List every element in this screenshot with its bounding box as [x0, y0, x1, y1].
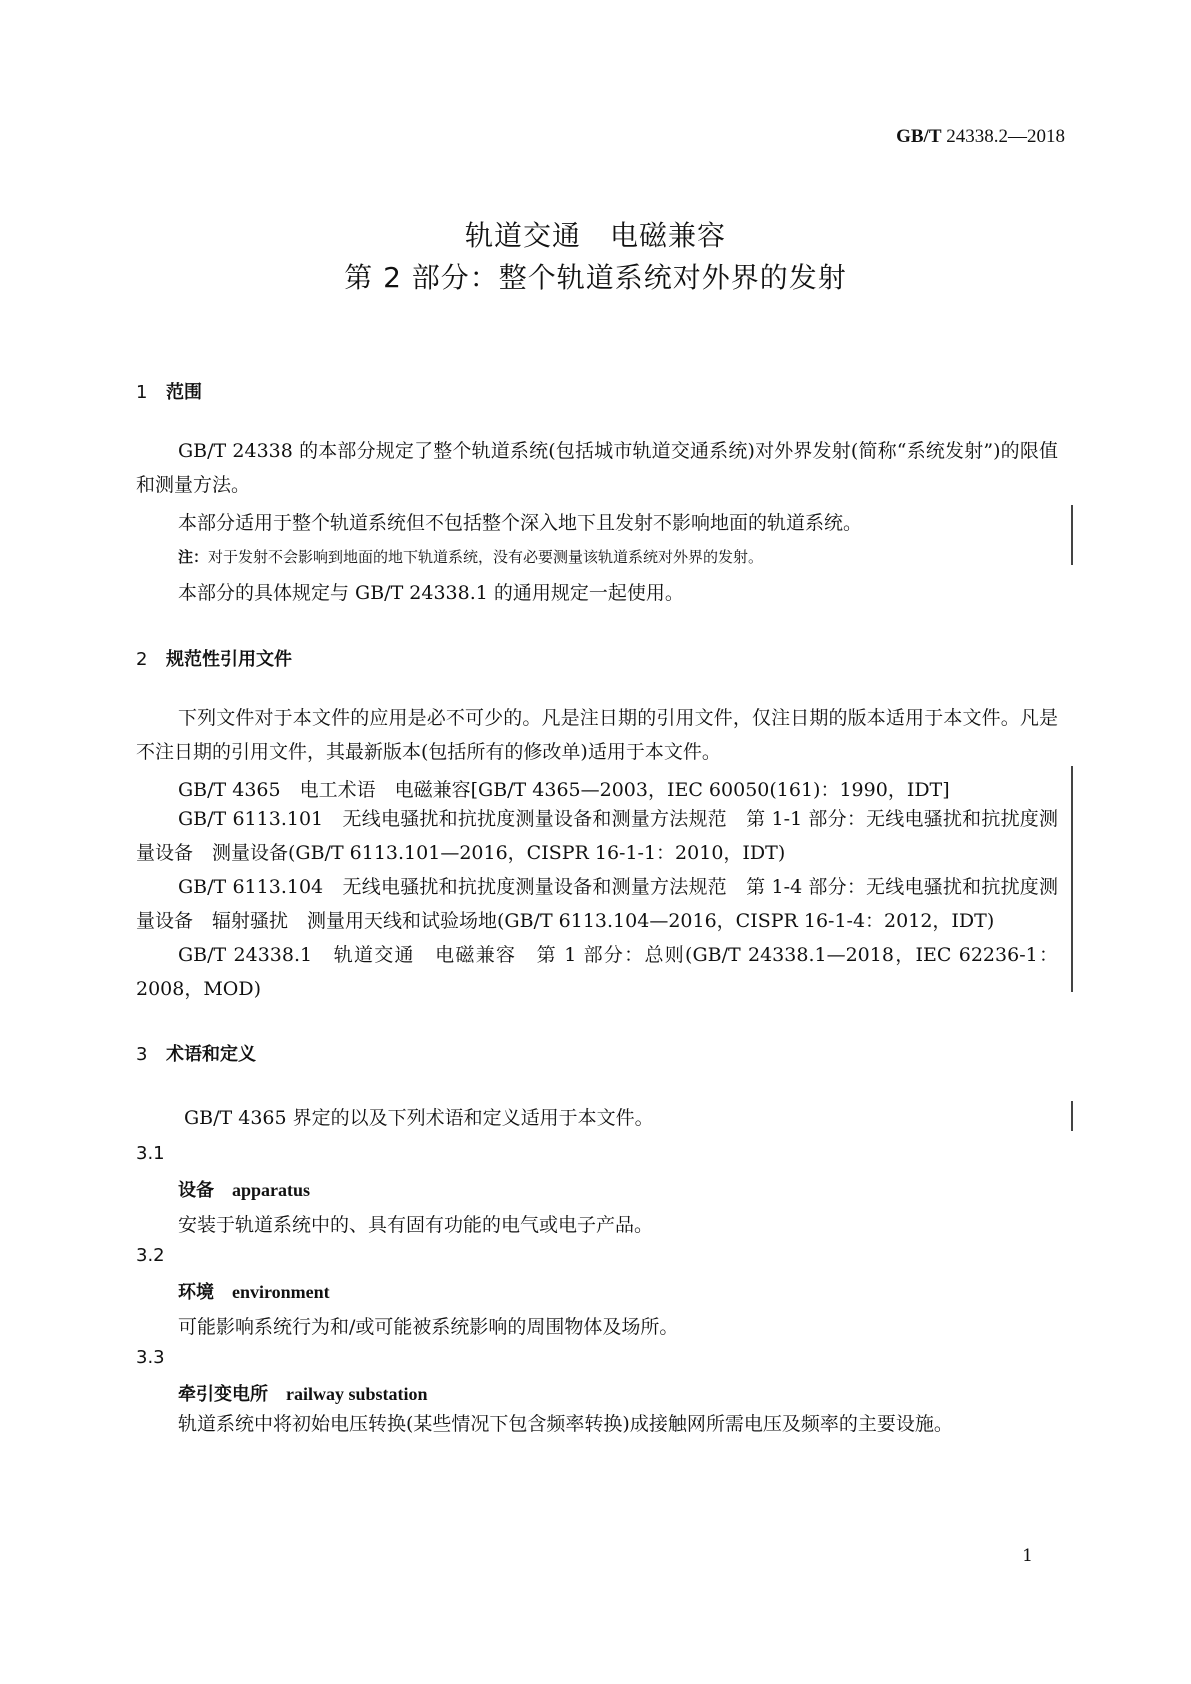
title-line-1: 轨道交通 电磁兼容 — [464, 219, 726, 252]
section-2-heading — [136, 645, 292, 671]
section-1-note — [178, 546, 763, 567]
section-3-number: 3 — [136, 1044, 148, 1065]
reference-1: GB/T 4365 电工术语 电磁兼容[GB/T 4365—2003，IEC 60050(161)：1990，IDT] — [178, 779, 950, 801]
term-chinese: 设备 — [178, 1180, 214, 1201]
term-definition: 安装于轨道系统中的、具有固有功能的电气或电子产品。 — [178, 1214, 654, 1236]
term-number: 3.1 — [136, 1143, 165, 1164]
title-line-2: 第 2 部分：整个轨道系统对外界的发射 — [344, 261, 847, 294]
term-number: 3.2 — [136, 1245, 165, 1266]
term-english: environment — [232, 1282, 330, 1302]
term-chinese: 牵引变电所 — [178, 1384, 268, 1405]
section-3-heading — [136, 1040, 256, 1066]
term-heading — [178, 1380, 428, 1406]
change-bar — [1071, 1101, 1073, 1131]
section-2-number: 2 — [136, 649, 148, 670]
term-english: apparatus — [232, 1180, 311, 1200]
standard-suffix: 24338.2—2018 — [941, 126, 1065, 147]
term-heading — [178, 1176, 310, 1202]
term-number: 3.3 — [136, 1347, 165, 1368]
reference-3: GB/T 6113.104 无线电骚扰和抗扰度测量设备和测量方法规范 第 1-4 部分：无线电骚扰和抗扰度测量设备 辐射骚扰 测量用天线和试验场地(GB/T 6113.104—2016，CISPR 16-1-4：2012，IDT) — [136, 876, 1058, 932]
standard-number — [896, 126, 1065, 148]
section-1-paragraph-1: GB/T 24338 的本部分规定了整个轨道系统(包括城市轨道交通系统)对外界发射(简称“系统发射”)的限值和测量方法。 — [136, 440, 1058, 496]
term-chinese: 环境 — [178, 1282, 214, 1303]
change-bar — [1071, 766, 1073, 992]
term-definition: 可能影响系统行为和/或可能被系统影响的周围物体及场所。 — [178, 1316, 679, 1338]
standard-prefix: GB/T — [896, 126, 942, 147]
reference-4: GB/T 24338.1 轨道交通 电磁兼容 第 1 部分：总则(GB/T 24338.1—2018，IEC 62236-1：2008，MOD) — [136, 944, 1058, 1000]
term-definition: 轨道系统中将初始电压转换(某些情况下包含频率转换)成接触网所需电压及频率的主要设施。 — [178, 1413, 953, 1435]
section-2-intro: 下列文件对于本文件的应用是必不可少的。凡是注日期的引用文件，仅注日期的版本适用于本文件。凡是不注日期的引用文件，其最新版本(包括所有的修改单)适用于本文件。 — [136, 707, 1058, 763]
section-1-heading — [136, 378, 202, 404]
section-3-title: 术语和定义 — [166, 1044, 256, 1065]
note-label: 注： — [178, 548, 209, 566]
section-2-title: 规范性引用文件 — [166, 649, 292, 670]
term-heading — [178, 1278, 330, 1304]
section-1-number: 1 — [136, 382, 148, 403]
note-text: 对于发射不会影响到地面的地下轨道系统，没有必要测量该轨道系统对外界的发射。 — [208, 548, 764, 566]
section-1-paragraph-3: 本部分的具体规定与 GB/T 24338.1 的通用规定一起使用。 — [178, 582, 684, 604]
section-3-intro: GB/T 4365 界定的以及下列术语和定义适用于本文件。 — [184, 1107, 654, 1129]
section-1-paragraph-2: 本部分适用于整个轨道系统但不包括整个深入地下且发射不影响地面的轨道系统。 — [178, 512, 863, 534]
reference-2: GB/T 6113.101 无线电骚扰和抗扰度测量设备和测量方法规范 第 1-1 部分：无线电骚扰和抗扰度测量设备 测量设备(GB/T 6113.101—2016，CISPR 16-1-1：2010，IDT) — [136, 808, 1058, 864]
page-number: 1 — [1022, 1546, 1033, 1566]
term-english: railway substation — [286, 1384, 428, 1404]
change-bar — [1071, 505, 1073, 565]
section-1-title: 范围 — [166, 382, 202, 403]
